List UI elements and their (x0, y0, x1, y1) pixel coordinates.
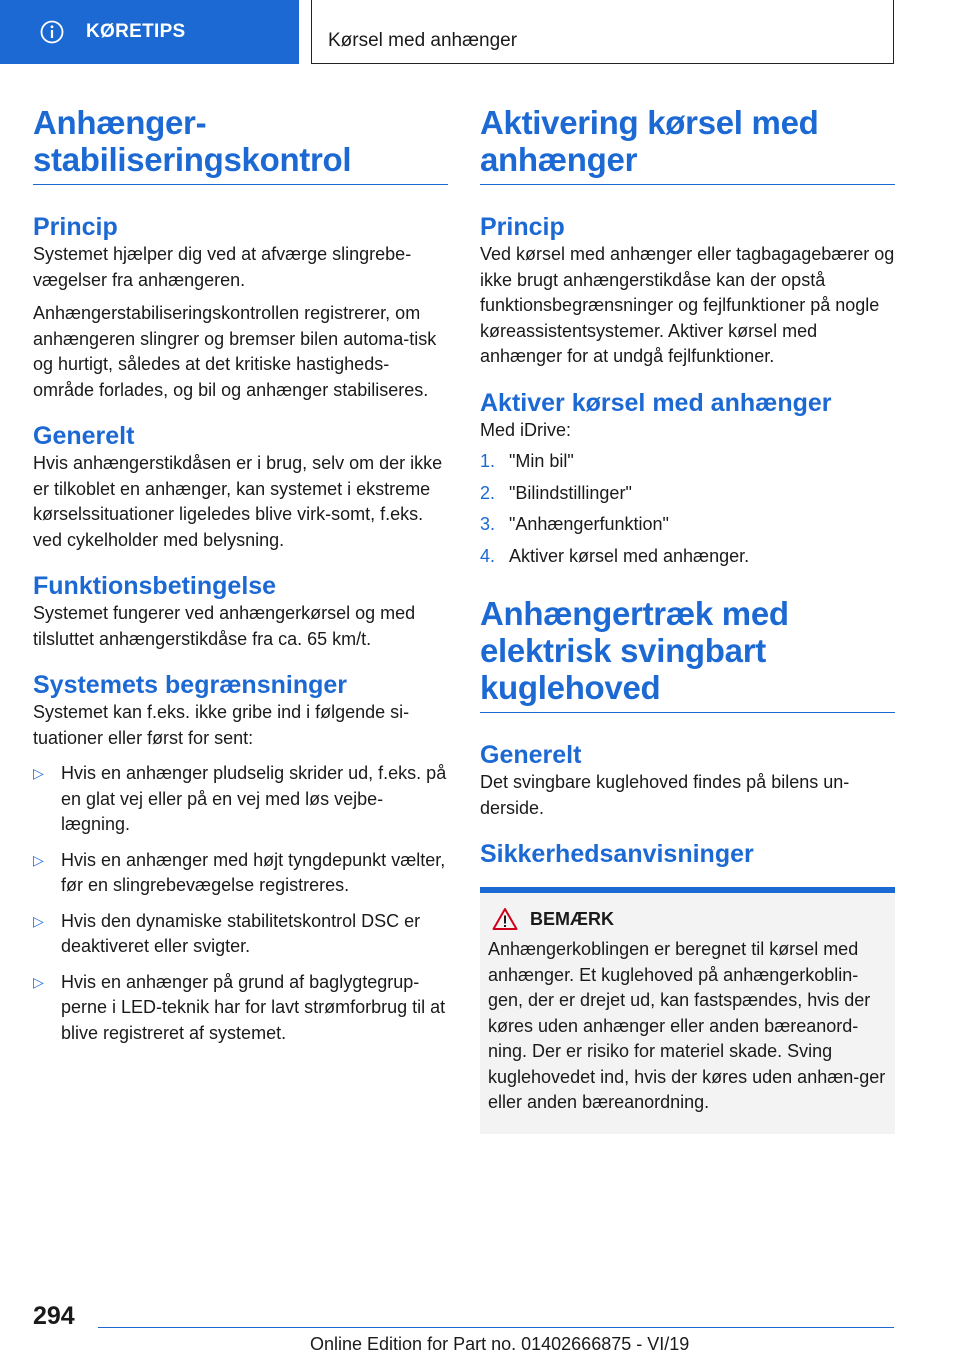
page-number: 294 (33, 1302, 75, 1330)
heading-principle: Princip (480, 213, 565, 241)
right-column (480, 104, 895, 1134)
heading-towbar: Anhængertræk med elektrisk svingbart kuglehoved (480, 595, 895, 713)
list-item: ▷ Hvis en anhænger med højt tyngdepunkt vælter, før en slingrebevægelse registreres. (33, 849, 446, 895)
steps-list (480, 449, 895, 569)
notice-title: BEMÆRK (530, 908, 614, 929)
list-item: 4. Aktiver kørsel med anhænger. (480, 545, 750, 566)
paragraph: Ved kørsel med anhænger eller tagbagagebærer og ikke brugt anhængerstikdåse kan der opstå funktionsbegrænsninger og fejlfunktioner på nogle køreassistentsystemer. Aktiver kørsel med anhænger for at undgå fejlfunktioner. (480, 244, 895, 366)
list-item: ▷ Hvis den dynamiske stabilitetskontrol DSC er deaktiveret eller svigter. (33, 910, 421, 956)
paragraph: Systemet kan f.eks. ikke gribe ind i følgende si-tuationer eller først for sent: (33, 702, 410, 748)
info-icon (40, 20, 64, 44)
heading-general: Generelt (33, 422, 135, 450)
heading-trailer-stability: Anhænger- stabiliseringskontrol (33, 104, 448, 185)
edition-text: Online Edition for Part no. 01402666875 - VI/19 (310, 1334, 690, 1354)
heading-activate-trailer: Aktivering kørsel med anhænger (480, 104, 895, 185)
heading-system-limits: Systemets begrænsninger (33, 671, 347, 699)
heading-safety: Sikkerhedsanvisninger (480, 840, 754, 868)
warning-triangle-icon (492, 907, 518, 931)
paragraph: Anhængerstabiliseringskontrollen registrerer, om anhængeren slingrer og bremser bilen automa-tisk og hurtigt, således at det kritiske hastigheds-område forlades, og bil og anhænger stabiliseres. (33, 303, 437, 400)
header-title-box (311, 0, 894, 64)
notice-text: Anhængerkoblingen er beregnet til kørsel med anhænger. Et kuglehoved på anhængerkoblin-gen, der er drejet ud, kan fastspændes, hvis der køres uden anhænger eller anden bæreanord-ning. Der er risiko for materiel skade. Sving kuglehovedet ind, hvis der køres uden anhæn-ger eller anden bæreanordning. (488, 939, 886, 1112)
triangle-right-icon: ▷ (33, 851, 44, 868)
heading-activate: Aktiver kørsel med anhænger (480, 388, 832, 417)
list-item: 1. "Min bil" (480, 451, 574, 471)
chapter-title: Kørsel med anhænger (328, 30, 518, 51)
header-section-tab[interactable] (0, 0, 299, 64)
limits-list (33, 761, 448, 1046)
left-column (33, 104, 448, 1046)
heading-principle: Princip (33, 213, 118, 241)
notice-box (480, 887, 895, 1134)
footer-divider (98, 1327, 894, 1328)
triangle-right-icon: ▷ (33, 765, 44, 781)
paragraph: Hvis anhængerstikdåsen er i brug, selv om der ikke er tilkoblet en anhænger, kan systemet i ekstreme kørselssituationer ligeledes blive virk-somt, f.eks. ved cykelholder med belysning. (33, 453, 443, 550)
notice-header (488, 907, 887, 931)
list-item: ▷ Hvis en anhænger pludselig skrider ud, f.eks. på en glat vej eller på en vej med løs vejbe-lægning. (33, 763, 447, 834)
paragraph: Det svingbare kuglehoved findes på bilens un-derside. (480, 772, 850, 818)
heading-general: Generelt (480, 741, 582, 769)
paragraph: Systemet fungerer ved anhængerkørsel og med tilsluttet anhængerstikdåse fra ca. 65 km/t. (33, 603, 416, 649)
list-item: ▷ Hvis en anhænger på grund af baglygtegrup-perne i LED-teknik har for lavt strømforbrug til at blive registreret af systemet. (33, 971, 446, 1043)
section-label: KØRETIPS (86, 21, 186, 42)
triangle-right-icon: ▷ (33, 912, 44, 929)
paragraph: Systemet hjælper dig ved at afværge slingrebe-vægelser fra anhængeren. (33, 244, 412, 290)
triangle-right-icon: ▷ (33, 973, 44, 990)
list-item: 3. "Anhængerfunktion" (480, 514, 669, 534)
heading-function-condition: Funktionsbetingelse (33, 572, 277, 600)
paragraph: Med iDrive: (480, 419, 572, 440)
list-item: 2. "Bilindstillinger" (480, 482, 632, 503)
